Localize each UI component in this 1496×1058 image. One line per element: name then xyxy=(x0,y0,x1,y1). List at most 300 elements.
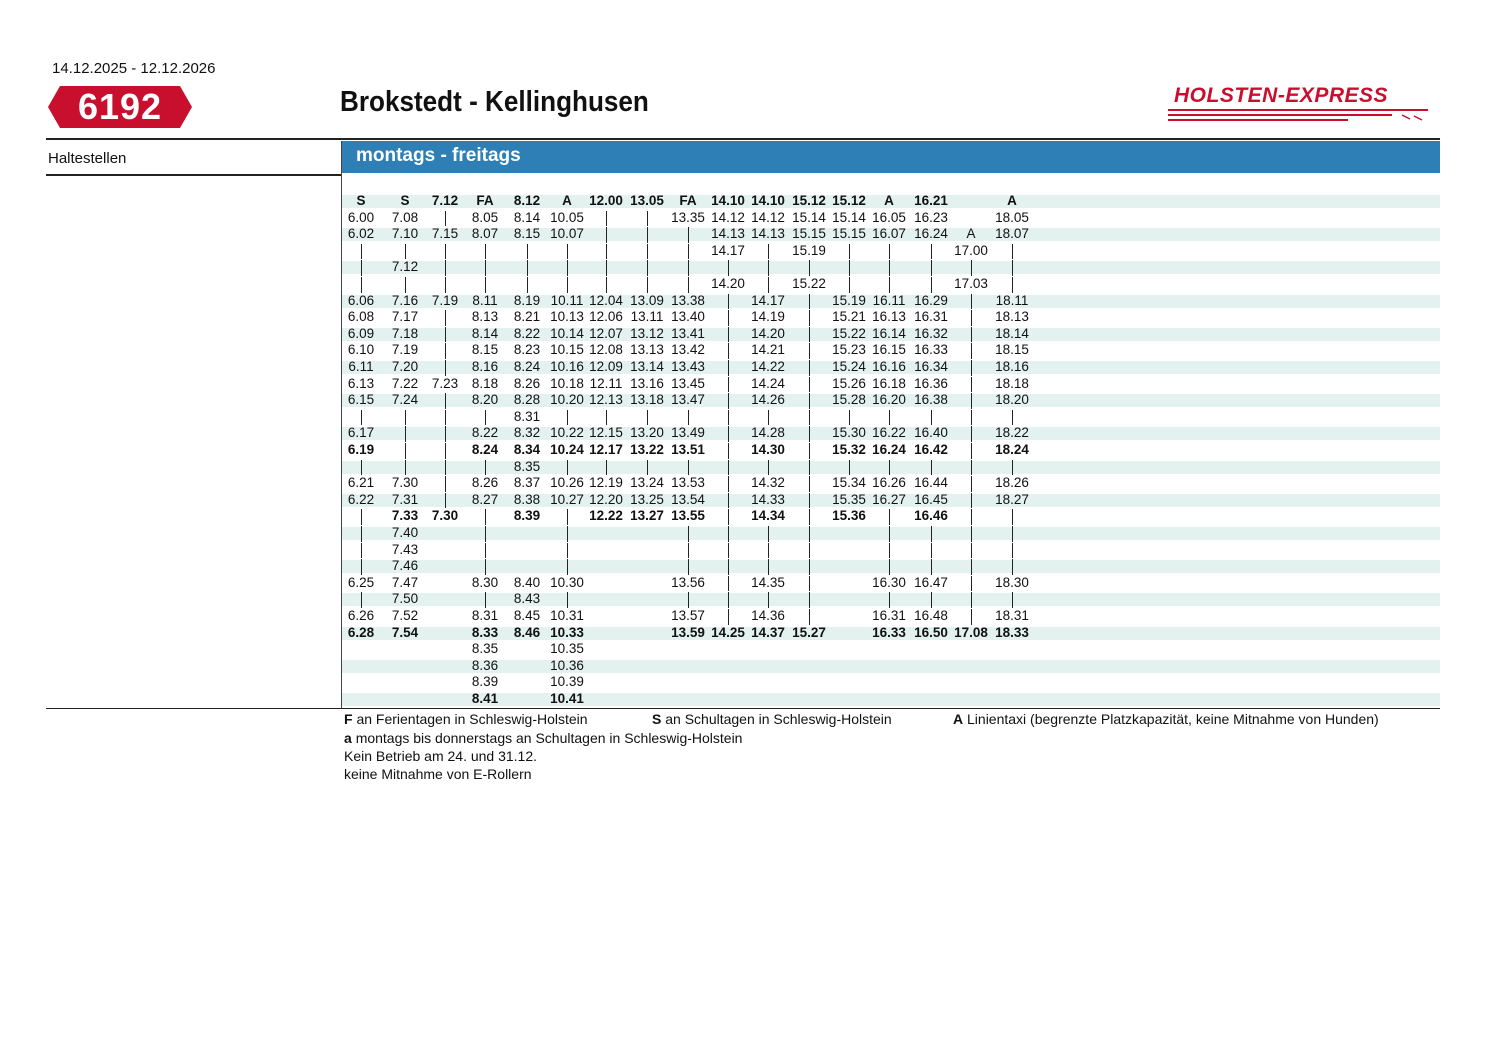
departure-time: 14.20 xyxy=(751,325,785,341)
pass-through-line xyxy=(849,260,850,276)
pass-through-line xyxy=(889,460,890,476)
pass-through-line xyxy=(809,343,810,359)
departure-time: 15.28 xyxy=(832,392,866,408)
departure-time: 15.34 xyxy=(832,475,866,491)
departure-time: 16.32 xyxy=(914,325,948,341)
pass-through-line xyxy=(445,277,446,293)
pass-through-line xyxy=(567,277,568,293)
footnote-key-s: S xyxy=(652,711,662,727)
row-stripe xyxy=(342,693,1440,706)
departure-time: 15.14 xyxy=(792,209,826,225)
departure-time: 6.28 xyxy=(347,624,375,640)
departure-time: 14.35 xyxy=(751,574,785,590)
departure-time: 7.52 xyxy=(391,608,419,623)
pass-through-line xyxy=(931,277,932,293)
departure-time: 7.22 xyxy=(391,375,419,391)
departure-time: 6.11 xyxy=(348,359,374,374)
departure-time: 16.50 xyxy=(914,624,948,640)
departure-time: 14.36 xyxy=(751,608,785,623)
departure-time: 15.26 xyxy=(832,375,866,391)
pass-through-line xyxy=(1012,559,1013,575)
departure-time: 10.36 xyxy=(550,657,584,673)
pass-through-line xyxy=(768,526,769,542)
pass-through-line xyxy=(361,244,362,260)
pass-through-line xyxy=(1012,526,1013,542)
column-note xyxy=(789,177,829,193)
pass-through-line xyxy=(1012,509,1013,525)
pass-through-line xyxy=(971,443,972,459)
departure-time: 7.43 xyxy=(391,541,419,557)
departure-time: 18.07 xyxy=(995,226,1029,242)
pass-through-line xyxy=(809,310,810,326)
departure-time: 7.30 xyxy=(431,508,459,524)
departure-time: 10.15 xyxy=(550,342,584,358)
departure-time: 15.19 xyxy=(792,242,826,258)
departure-time: 6.26 xyxy=(347,608,375,623)
pass-through-line xyxy=(809,260,810,276)
pass-through-line xyxy=(889,509,890,525)
column-note xyxy=(829,177,869,193)
departure-time: 17.03 xyxy=(954,276,988,291)
pass-through-line xyxy=(809,393,810,409)
day-type-label: montags - freitags xyxy=(356,145,521,166)
pass-through-line xyxy=(931,410,932,426)
pass-through-line xyxy=(809,426,810,442)
pass-through-line xyxy=(768,260,769,276)
pass-through-line xyxy=(647,244,648,260)
pass-through-line xyxy=(728,294,729,310)
departure-time: 8.35 xyxy=(513,458,541,474)
header-rule xyxy=(46,138,1440,140)
pass-through-line xyxy=(606,227,607,243)
departure-time: 16.45 xyxy=(914,491,948,507)
departure-time: 13.22 xyxy=(630,442,664,457)
departure-time: 16.18 xyxy=(872,375,906,391)
departure-time: 8.27 xyxy=(471,491,499,507)
departure-time: 6.06 xyxy=(347,292,375,308)
pass-through-line xyxy=(445,410,446,426)
pass-through-line xyxy=(445,327,446,343)
pass-through-line xyxy=(971,460,972,476)
column-note xyxy=(748,177,788,193)
pass-through-line xyxy=(889,559,890,575)
pass-through-line xyxy=(809,559,810,575)
column-note xyxy=(911,177,951,193)
departure-time: 10.11 xyxy=(550,292,584,308)
departure-time: 16.27 xyxy=(872,491,906,507)
departure-time: 8.31 xyxy=(471,608,499,623)
departure-time: 16.24 xyxy=(872,442,906,457)
pass-through-line xyxy=(971,592,972,608)
departure-time: 7.50 xyxy=(391,591,419,607)
pass-through-line xyxy=(931,543,932,559)
departure-time: 8.45 xyxy=(513,608,541,623)
departure-time: 6.19 xyxy=(347,442,375,457)
pass-through-line xyxy=(567,592,568,608)
pass-through-line xyxy=(405,277,406,293)
pass-through-line xyxy=(971,310,972,326)
departure-time: 18.20 xyxy=(995,392,1029,408)
departure-time: 14.17 xyxy=(751,292,785,308)
pass-through-line xyxy=(728,493,729,509)
departure-time: 16.07 xyxy=(872,226,906,242)
pass-through-line xyxy=(971,543,972,559)
pass-through-line xyxy=(361,559,362,575)
pass-through-line xyxy=(809,360,810,376)
pass-through-line xyxy=(361,543,362,559)
departure-time: 16.42 xyxy=(914,442,948,457)
departure-time: 10.31 xyxy=(550,608,584,623)
departure-time: 6.25 xyxy=(347,574,375,590)
pass-through-line xyxy=(849,244,850,260)
departure-time: 7.54 xyxy=(391,624,419,640)
departure-time: 12.13 xyxy=(589,392,623,408)
departure-time: 8.39 xyxy=(471,674,499,690)
pass-through-line xyxy=(567,559,568,575)
departure-time: 10.24 xyxy=(550,442,584,457)
pass-through-line xyxy=(889,410,890,426)
pass-through-line xyxy=(445,476,446,492)
departure-time: 16.46 xyxy=(914,508,948,524)
row-stripe xyxy=(342,657,1440,673)
column-note xyxy=(586,177,626,193)
departure-time: 18.24 xyxy=(995,442,1029,457)
pass-through-line xyxy=(931,244,932,260)
pass-through-line xyxy=(728,410,729,426)
pass-through-line xyxy=(889,277,890,293)
departure-time: 7.19 xyxy=(431,292,459,308)
departure-time: 8.18 xyxy=(471,375,499,391)
departure-time: 14.10 xyxy=(751,193,785,208)
departure-time: FA xyxy=(679,193,697,208)
pass-through-line xyxy=(445,343,446,359)
pass-through-line xyxy=(809,543,810,559)
pass-through-line xyxy=(768,410,769,426)
departure-time: 8.39 xyxy=(513,508,541,524)
pass-through-line xyxy=(647,211,648,227)
pass-through-line xyxy=(1012,592,1013,608)
pass-through-line xyxy=(809,443,810,459)
pass-through-line xyxy=(688,410,689,426)
departure-time: A xyxy=(1007,193,1017,208)
pass-through-line xyxy=(688,260,689,276)
pass-through-line xyxy=(728,327,729,343)
departure-time: 12.09 xyxy=(589,359,623,374)
departure-time: 8.36 xyxy=(471,657,499,673)
pass-through-line xyxy=(728,360,729,376)
departure-time: 10.39 xyxy=(550,674,584,690)
departure-time: 16.47 xyxy=(914,574,948,590)
departure-time: 14.13 xyxy=(751,226,785,242)
departure-time: 7.20 xyxy=(391,359,419,374)
departure-time: 15.12 xyxy=(792,193,826,208)
departure-time: 8.11 xyxy=(472,292,498,308)
pass-through-line xyxy=(971,509,972,525)
departure-time: 15.15 xyxy=(792,226,826,242)
departure-time: 8.14 xyxy=(471,325,499,341)
pass-through-line xyxy=(688,244,689,260)
departure-time: 14.19 xyxy=(751,309,785,325)
departure-time: 18.30 xyxy=(995,574,1029,590)
footnote-key-a-upper: A xyxy=(953,711,964,727)
departure-time: 13.57 xyxy=(671,608,705,623)
departure-time: A xyxy=(884,193,894,208)
departure-time: 13.18 xyxy=(630,392,664,408)
row-stripe xyxy=(342,560,1440,573)
pass-through-line xyxy=(971,260,972,276)
departure-time: 13.45 xyxy=(671,375,705,391)
departure-time: 12.07 xyxy=(589,325,623,341)
departure-time: 13.24 xyxy=(630,475,664,491)
pass-through-line xyxy=(606,277,607,293)
departure-time: 14.34 xyxy=(751,508,785,524)
departure-time: 10.33 xyxy=(550,624,584,640)
departure-time: 18.13 xyxy=(995,309,1029,325)
pass-through-line xyxy=(728,443,729,459)
departure-time: 15.15 xyxy=(832,226,866,242)
pass-through-line xyxy=(971,609,972,625)
pass-through-line xyxy=(445,310,446,326)
departure-time: 6.02 xyxy=(347,226,375,242)
departure-time: 13.11 xyxy=(630,309,664,325)
footnote-key-f: F xyxy=(344,711,353,727)
departure-time: 18.26 xyxy=(995,475,1029,491)
departure-time: 7.46 xyxy=(391,558,419,574)
departure-time: 10.27 xyxy=(550,491,584,507)
departure-time: 16.44 xyxy=(914,475,948,491)
departure-time: 8.13 xyxy=(471,309,499,325)
departure-time: 6.17 xyxy=(347,425,375,441)
departure-time: 14.10 xyxy=(711,193,745,208)
pass-through-line xyxy=(971,526,972,542)
pass-through-line xyxy=(445,211,446,227)
departure-time: 13.12 xyxy=(630,325,664,341)
departure-time: 6.09 xyxy=(347,325,375,341)
departure-time: 15.19 xyxy=(832,292,866,308)
footnote-no-service: Kein Betrieb am 24. und 31.12. xyxy=(344,748,538,764)
departure-time: 8.40 xyxy=(513,574,541,590)
table-bottom-rule xyxy=(46,708,1440,709)
departure-time: 15.24 xyxy=(832,359,866,374)
departure-time: 13.53 xyxy=(671,475,705,491)
pass-through-line xyxy=(809,509,810,525)
departure-time: 16.31 xyxy=(914,309,948,325)
day-type-bar xyxy=(342,141,1440,173)
departure-time: 10.35 xyxy=(550,641,584,657)
departure-time: 16.15 xyxy=(872,342,906,358)
column-note xyxy=(425,177,465,193)
departure-time: 6.15 xyxy=(347,392,375,408)
pass-through-line xyxy=(971,294,972,310)
pass-through-line xyxy=(606,460,607,476)
departure-time: 13.35 xyxy=(671,209,705,225)
pass-through-line xyxy=(361,509,362,525)
pass-through-line xyxy=(688,460,689,476)
pass-through-line xyxy=(485,410,486,426)
departure-time: 18.15 xyxy=(995,342,1029,358)
departure-time: 8.16 xyxy=(471,359,499,374)
line-number-badge xyxy=(46,84,194,130)
pass-through-line xyxy=(849,410,850,426)
departure-time: 14.12 xyxy=(711,209,745,225)
departure-time: 13.25 xyxy=(630,491,664,507)
pass-through-line xyxy=(527,244,528,260)
departure-time: 16.20 xyxy=(872,392,906,408)
pass-through-line xyxy=(971,360,972,376)
departure-time: 16.33 xyxy=(872,624,906,640)
departure-time: 13.49 xyxy=(671,425,705,441)
departure-time: 15.21 xyxy=(832,309,866,325)
pass-through-line xyxy=(971,377,972,393)
departure-time: 14.17 xyxy=(711,242,745,258)
pass-through-line xyxy=(405,244,406,260)
footnote-text-a-lower: montags bis donnerstags an Schultagen in Schleswig-Holstein xyxy=(355,730,743,746)
footnote-e-scooter: keine Mitnahme von E-Rollern xyxy=(344,766,532,782)
pass-through-line xyxy=(606,211,607,227)
stops-column-header: Haltestellen xyxy=(48,150,127,167)
departure-time: 17.08 xyxy=(954,624,988,640)
pass-through-line xyxy=(688,592,689,608)
pass-through-line xyxy=(445,260,446,276)
pass-through-line xyxy=(728,543,729,559)
departure-time: 12.11 xyxy=(589,375,623,391)
row-stripe xyxy=(342,527,1440,540)
departure-time: 7.16 xyxy=(391,292,419,308)
footnote-s xyxy=(652,710,892,728)
pass-through-line xyxy=(728,426,729,442)
departure-time: 10.30 xyxy=(550,574,584,590)
pass-through-line xyxy=(809,377,810,393)
departure-time: 18.27 xyxy=(995,491,1029,507)
pass-through-line xyxy=(361,460,362,476)
column-note xyxy=(627,177,667,193)
departure-time: A xyxy=(562,193,572,208)
departure-time: 12.20 xyxy=(589,491,623,507)
departure-time: 16.22 xyxy=(872,425,906,441)
departure-time: 7.19 xyxy=(391,342,419,358)
departure-time: 10.41 xyxy=(550,691,584,706)
pass-through-line xyxy=(768,559,769,575)
departure-time: 6.22 xyxy=(347,491,375,507)
departure-time: 7.12 xyxy=(431,193,459,208)
pass-through-line xyxy=(768,244,769,260)
departure-time: 14.24 xyxy=(751,375,785,391)
pass-through-line xyxy=(485,244,486,260)
pass-through-line xyxy=(405,426,406,442)
departure-time: 7.30 xyxy=(391,475,419,491)
departure-time: 8.35 xyxy=(471,641,499,657)
departure-time: 14.22 xyxy=(751,359,785,374)
departure-time: 16.13 xyxy=(872,309,906,325)
stops-header-rule xyxy=(46,174,342,176)
departure-time: 8.22 xyxy=(471,425,499,441)
pass-through-line xyxy=(931,559,932,575)
departure-time: 14.37 xyxy=(751,624,785,640)
departure-time: 16.29 xyxy=(914,292,948,308)
departure-time: 13.54 xyxy=(671,491,705,507)
pass-through-line xyxy=(1012,460,1013,476)
pass-through-line xyxy=(606,244,607,260)
departure-time: 16.34 xyxy=(914,359,948,374)
departure-time: 12.04 xyxy=(589,292,623,308)
pass-through-line xyxy=(971,343,972,359)
pass-through-line xyxy=(361,592,362,608)
departure-time: 10.13 xyxy=(550,309,584,325)
pass-through-line xyxy=(889,244,890,260)
pass-through-line xyxy=(971,426,972,442)
pass-through-line xyxy=(485,526,486,542)
pass-through-line xyxy=(768,277,769,293)
pass-through-line xyxy=(567,460,568,476)
pass-through-line xyxy=(728,460,729,476)
departure-time: 8.31 xyxy=(513,408,541,424)
departure-time: 8.26 xyxy=(471,475,499,491)
departure-time: 8.24 xyxy=(513,359,541,374)
pass-through-line xyxy=(728,260,729,276)
departure-time: 16.05 xyxy=(872,209,906,225)
departure-time: 15.35 xyxy=(832,491,866,507)
departure-time: 10.05 xyxy=(550,209,584,225)
pass-through-line xyxy=(971,576,972,592)
departure-time: 13.05 xyxy=(630,193,664,208)
pass-through-line xyxy=(688,543,689,559)
departure-time: 17.00 xyxy=(954,242,988,258)
pass-through-line xyxy=(931,592,932,608)
departure-time: 8.26 xyxy=(513,375,541,391)
departure-time: 6.08 xyxy=(347,309,375,325)
departure-time: 12.00 xyxy=(589,193,623,208)
pass-through-line xyxy=(688,559,689,575)
departure-time: 8.20 xyxy=(471,392,499,408)
departure-time: 16.40 xyxy=(914,425,948,441)
departure-time: 16.14 xyxy=(872,325,906,341)
departure-time: 15.23 xyxy=(832,342,866,358)
departure-time: 13.43 xyxy=(671,359,705,374)
pass-through-line xyxy=(889,260,890,276)
pass-through-line xyxy=(768,592,769,608)
departure-time: 8.15 xyxy=(513,226,541,242)
pass-through-line xyxy=(485,260,486,276)
departure-time: 8.43 xyxy=(513,591,541,607)
departure-time: 7.08 xyxy=(391,209,419,225)
pass-through-line xyxy=(1012,277,1013,293)
footnote-a-upper xyxy=(953,710,1379,728)
departure-time: 8.38 xyxy=(513,491,541,507)
pass-through-line xyxy=(485,277,486,293)
pass-through-line xyxy=(567,244,568,260)
pass-through-line xyxy=(361,260,362,276)
departure-time: 13.40 xyxy=(671,309,705,325)
pass-through-line xyxy=(971,410,972,426)
footnote-a-lower xyxy=(344,729,742,747)
line-number: 6192 xyxy=(77,86,163,127)
pass-through-line xyxy=(728,343,729,359)
departure-time: 10.20 xyxy=(550,392,584,408)
departure-time: 14.30 xyxy=(751,442,785,457)
pass-through-line xyxy=(445,493,446,509)
departure-time: 8.34 xyxy=(513,442,541,457)
pass-through-line xyxy=(485,543,486,559)
departure-time: 13.13 xyxy=(630,342,664,358)
departure-time: S xyxy=(400,193,410,208)
departure-time: S xyxy=(356,193,366,208)
departure-time: 7.23 xyxy=(431,375,459,391)
departure-time: 10.16 xyxy=(550,359,584,374)
departure-time: 18.14 xyxy=(995,325,1029,341)
pass-through-line xyxy=(728,576,729,592)
departure-time: 18.22 xyxy=(995,425,1029,441)
departure-time: 7.47 xyxy=(391,574,419,590)
